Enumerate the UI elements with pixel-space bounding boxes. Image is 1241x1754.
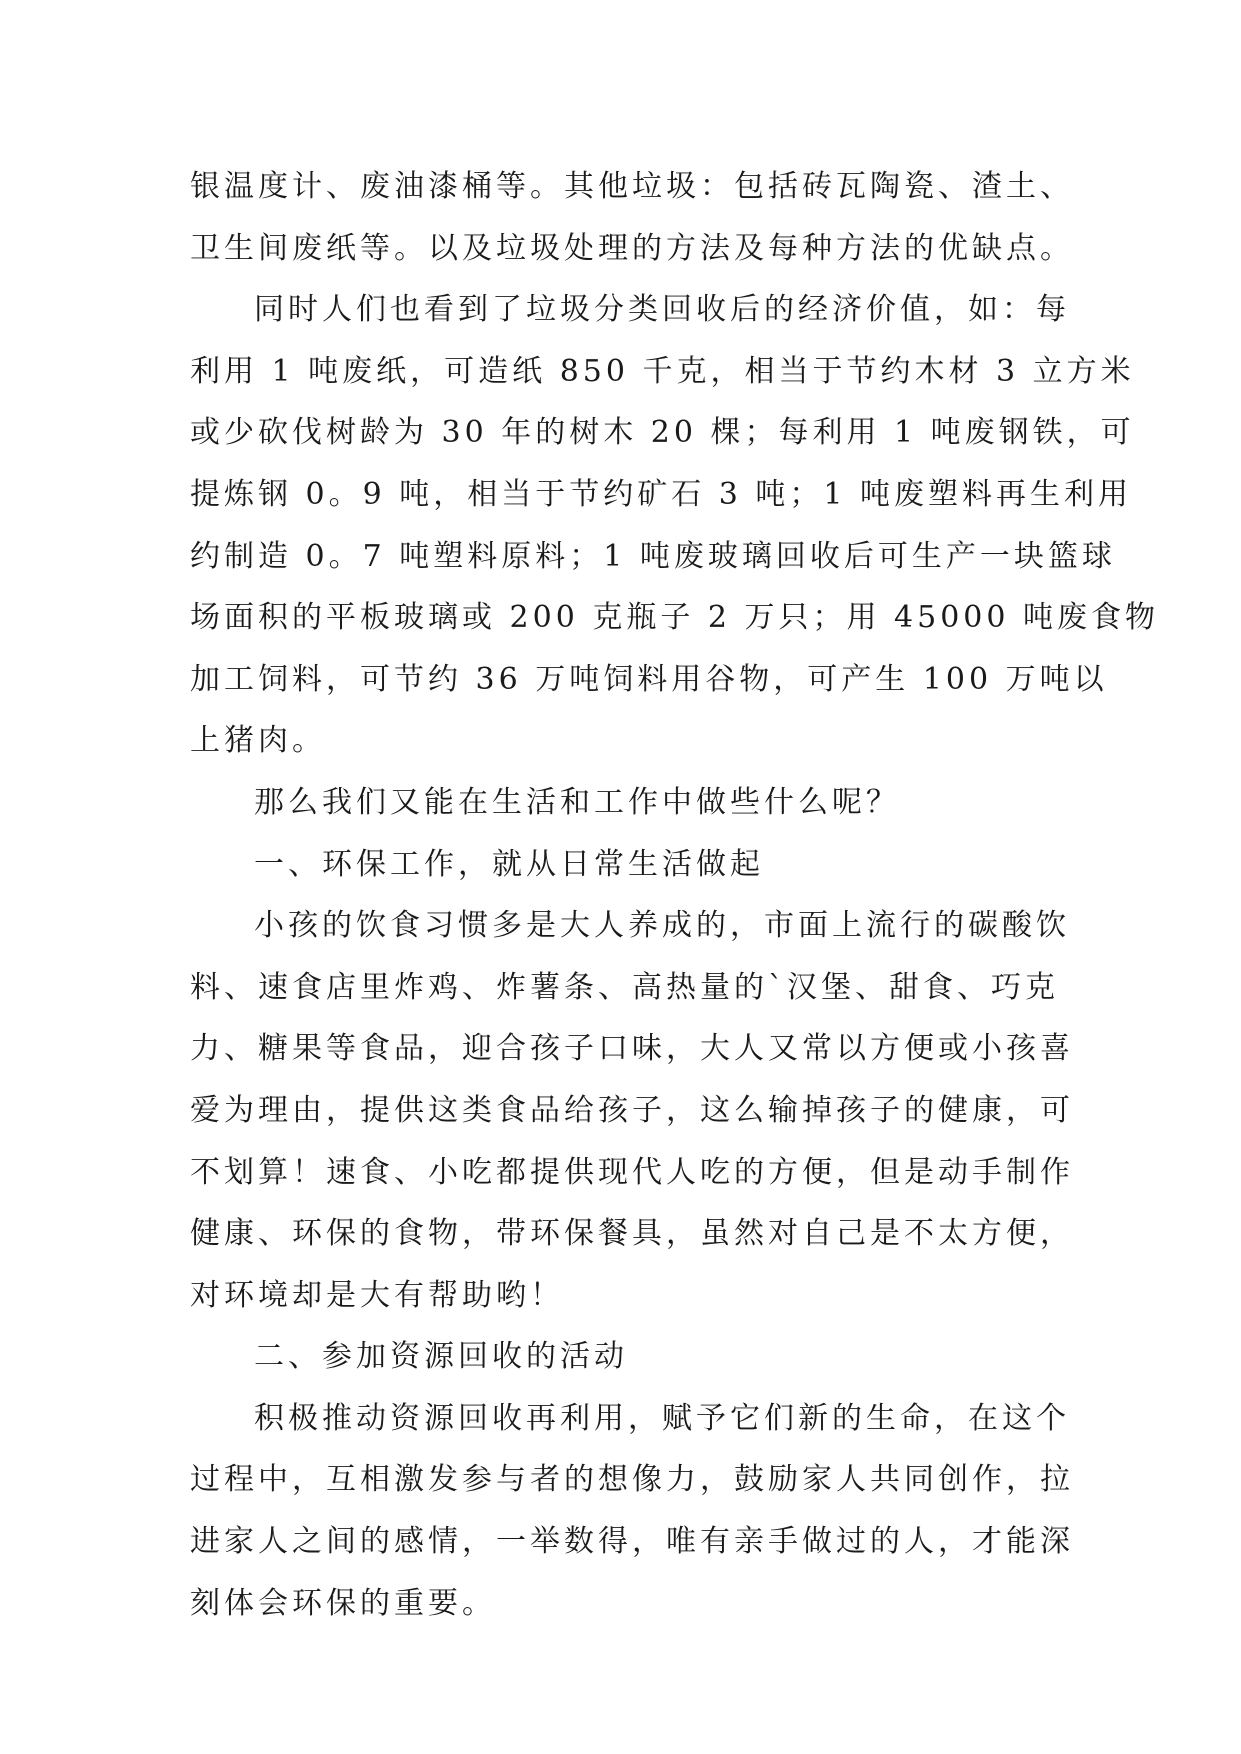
paragraph-economic-value [190,279,1159,772]
text-line: 提炼钢 0。9 吨，相当于节约矿石 3 吨；1 吨废塑料再生利用 [190,476,1133,512]
text-line: 料、速食店里炸鸡、炸薯条、高热量的`汉堡、甜食、巧克 [190,969,1059,1005]
text-line: 爱为理由，提供这类食品给孩子，这么输掉孩子的健康，可 [190,1092,1074,1128]
section-heading-1 [190,834,1050,896]
paragraph-daily-life [190,895,1074,1326]
text-line: 卫生间废纸等。以及垃圾处理的方法及每种方法的优缺点。 [190,230,1074,266]
heading-text: 一、环保工作，就从日常生活做起 [254,846,764,882]
text-line: 力、糖果等食品，迎合孩子口味，大人又常以方便或小孩喜 [190,1031,1074,1067]
text-line: 小孩的饮食习惯多是大人养成的，市面上流行的碳酸饮 [254,908,1070,944]
text-line: 上猪肉。 [190,723,326,759]
text-line: 银温度计、废油漆桶等。其他垃圾：包括砖瓦陶瓷、渣土、 [190,169,1074,204]
text-line: 约制造 0。7 吨塑料原料；1 吨废玻璃回收后可生产一块篮球 [190,538,1116,574]
text-line: 那么我们又能在生活和工作中做些什么呢？ [254,784,900,820]
text-line: 积极推动资源回收再利用，赋予它们新的生命，在这个 [254,1400,1070,1436]
paragraph-question [190,772,1050,834]
text-line: 不划算！速食、小吃都提供现代人吃的方便，但是动手制作 [190,1154,1074,1190]
text-line: 加工饲料，可节约 36 万吨饲料用谷物，可产生 100 万吨以 [190,661,1108,697]
paragraph-recycling [190,1388,1074,1634]
heading-text: 二、参加资源回收的活动 [254,1339,628,1375]
text-line: 健康、环保的食物，带环保餐具，虽然对自己是不太方便， [190,1216,1074,1252]
text-line: 刻体会环保的重要。 [190,1585,496,1621]
text-line: 对环境却是大有帮助哟！ [190,1277,564,1313]
text-line: 利用 1 吨废纸，可造纸 850 千克，相当于节约木材 3 立方米 [190,353,1135,389]
document-body [190,156,1159,1634]
text-line: 同时人们也看到了垃圾分类回收后的经济价值，如：每 [254,292,1070,328]
text-line: 或少砍伐树龄为 30 年的树木 20 棵；每利用 1 吨废钢铁，可 [190,415,1135,451]
paragraph-waste-categories [190,156,1074,279]
section-heading-2 [190,1326,1050,1388]
text-line: 进家人之间的感情，一举数得，唯有亲手做过的人，才能深 [190,1524,1074,1560]
text-line: 过程中，互相激发参与者的想像力，鼓励家人共同创作，拉 [190,1462,1074,1498]
text-line: 场面积的平板玻璃或 200 克瓶子 2 万只；用 45000 吨废食物 [190,600,1159,636]
